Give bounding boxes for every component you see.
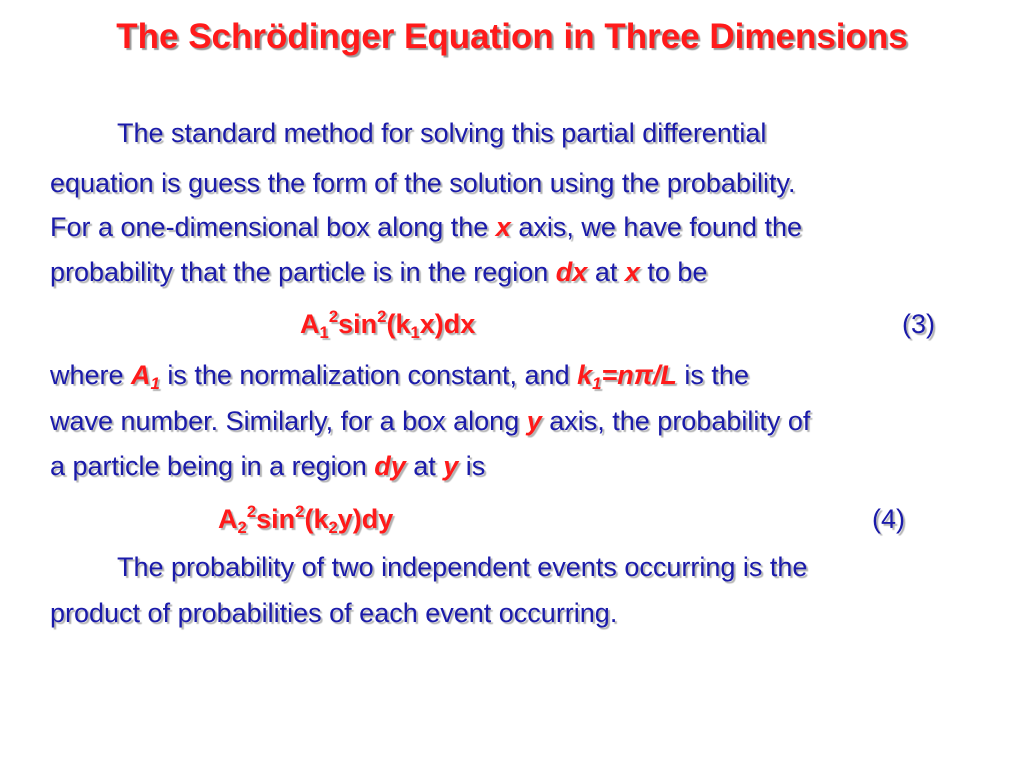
text-span: is the [676,360,749,390]
text-span: a particle being in a region [50,451,375,481]
eq-subscript: 2 [328,518,338,538]
variable-dx: dx [555,257,588,287]
paragraph2-line2 [50,404,810,438]
subscript: 1 [592,374,602,394]
variable-x: x [624,257,640,287]
text-span: For a one-dimensional box along the [50,212,496,242]
eq-symbol: (k [304,504,329,534]
eq-superscript: 2 [377,307,387,327]
text-span: axis, the probability of [541,406,811,436]
symbol: =nπ/L [601,360,677,390]
eq-sin: sin [338,309,378,339]
subscript: 1 [150,374,160,394]
eq-symbol: (k [386,309,411,339]
text-span: is [458,451,486,481]
variable-y: y [526,406,542,436]
paragraph1-line2: equation is guess the form of the solution using the probability. [50,168,796,198]
paragraph1-line4 [50,255,707,289]
eq-symbol: A [218,504,238,534]
paragraph2-line1 [50,358,749,392]
paragraph1-line1: The standard method for solving this partial differential [117,118,767,148]
text-span: where [50,360,132,390]
text-span: to be [639,257,708,287]
paragraph1-line3 [50,210,802,244]
slide-title: The Schrödinger Equation in Three Dimensions [116,17,908,56]
equation-4-number: (4) [872,504,905,534]
symbol: k [577,360,593,390]
paragraph3-line2: product of probabilities of each event occurring. [50,598,618,628]
eq-superscript: 2 [328,307,339,327]
eq-sin: sin [256,504,296,534]
text-span: axis, we have found the [510,212,802,242]
eq-subscript: 1 [410,323,420,343]
variable-k1 [577,360,677,394]
variable-A1 [131,360,160,394]
eq-symbol: A [300,309,320,339]
eq-superscript: 2 [246,502,257,522]
equation-4 [218,502,393,536]
symbol: A [131,360,151,390]
eq-symbol: x)dx [419,309,476,339]
paragraph3-line1: The probability of two independent events occurring is the [117,552,808,582]
text-span: wave number. Similarly, for a box along [50,406,527,436]
paragraph2-line3 [50,449,485,483]
variable-y: y [443,451,459,481]
text-span: is the normalization constant, and [159,360,578,390]
equation-3 [300,307,475,341]
eq-superscript: 2 [295,502,305,522]
eq-symbol: y)dy [337,504,394,534]
variable-x: x [495,212,511,242]
text-span: at [405,451,444,481]
eq-subscript: 2 [237,518,247,538]
equation-3-number: (3) [902,309,935,339]
variable-dy: dy [374,451,406,481]
text-span: probability that the particle is in the region [50,257,556,287]
text-span: at [587,257,625,287]
eq-subscript: 1 [319,323,329,343]
